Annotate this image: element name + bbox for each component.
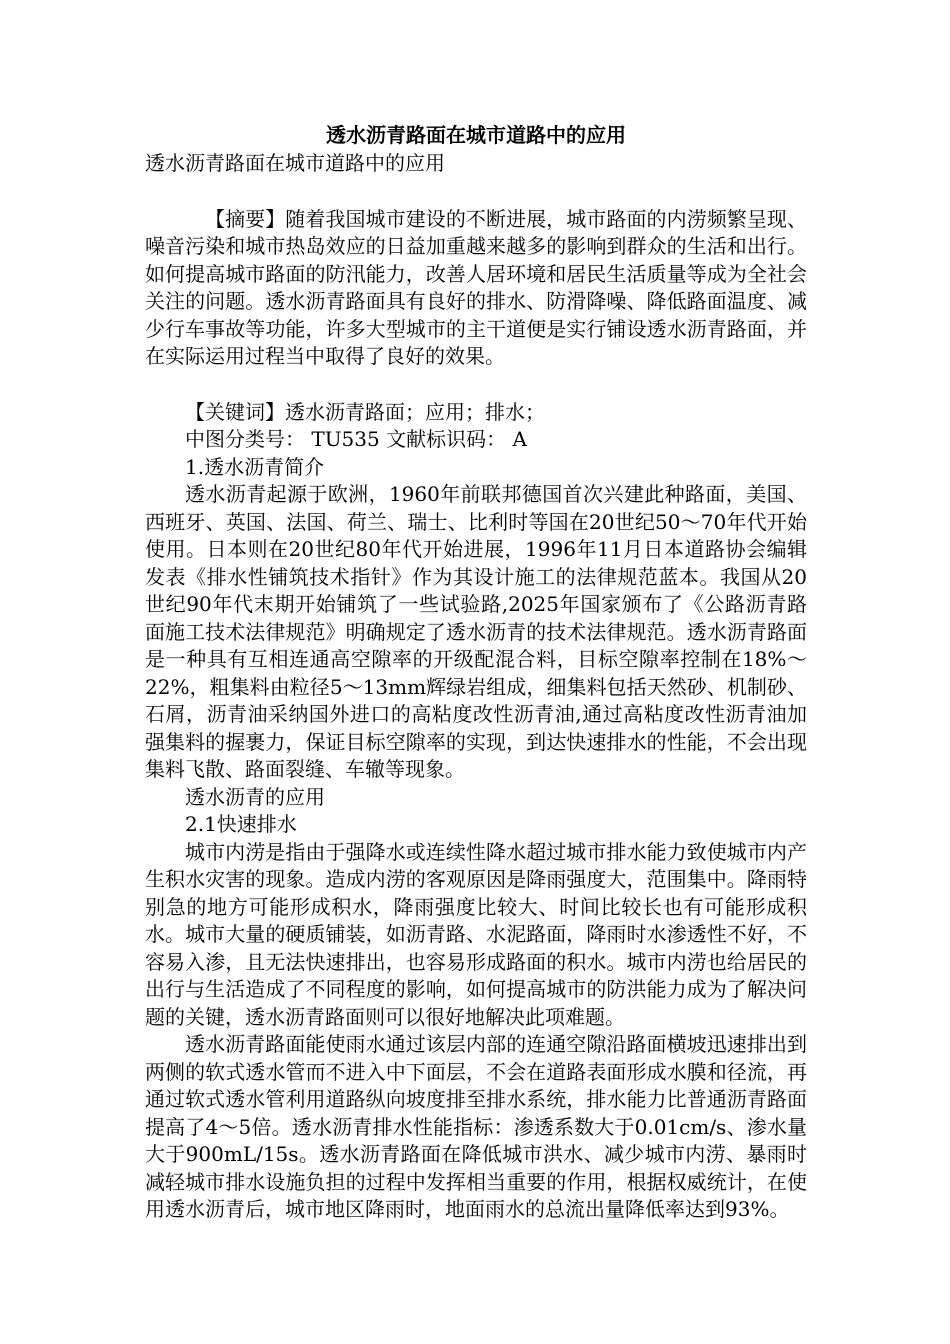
document-subtitle: 透水沥青路面在城市道路中的应用 [145,151,445,175]
abstract-paragraph: 【摘要】随着我国城市建设的不断进展，城市路面的内涝频繁呈现、噪音污染和城市热岛效应的日益加重越来越多的影响到群众的生活和出行。如何提高城市路面的防汛能力，改善人居环境和居民生活质量等成为全社会关注的问题。透水沥青路面具有良好的排水、防滑降噪、降低路面温度、减少行车事故等功能，许多大型城市的主干道便是实行铺设透水沥青路面，并在实际运用过程当中取得了良好的效果。 [145,206,807,368]
section-2-1-heading: 2.1快速排水 [185,812,297,836]
document-title: 透水沥青路面在城市道路中的应用 [326,123,626,147]
section-1-body: 透水沥青起源于欧洲，1960年前联邦德国首次兴建此种路面，美国、西班牙、英国、法国、荷兰、瑞士、比利时等国在20世纪50～70年代开始使用。日本则在20世纪80年代开始进展，1996年11月日本道路协会编辑发表《排水性铺筑技术指针》作为其设计施工的法律规范蓝本。我国从20世纪90年代末期开始铺筑了一些试验路,2025年国家颁布了《公路沥青路面施工技术法律规范》明确规定了透水沥青的技术法律规范。透水沥青路面是一种具有互相连通高空隙率的开级配混合料，目标空隙率控制在18%～22%，粗集料由粒径5～13mm辉绿岩组成，细集料包括天然砂、机制砂、石屑，沥青油采纳国外进口的高粘度改性沥青油,通过高粘度改性沥青油加强集料的握裹力，保证目标空隙率的实现，到达快速排水的性能，不会出现集料飞散、路面裂缝、车辙等现象。 [145,482,807,781]
keywords-line: 【关键词】透水沥青路面；应用；排水； [185,399,545,424]
document-page [145,120,807,1224]
section-2-1-paragraph-2: 透水沥青路面能使雨水通过该层内部的连通空隙沿路面横坡迅速排出到两侧的软式透水管而不进入中下面层，不会在道路表面形成水膜和径流，再通过软式透水管利用道路纵向坡度排至排水系统，排水能力比普通沥青路面提高了4～5倍。透水沥青排水性能指标：渗透系数大于0.01cm/s、渗水量大于900mL/15s。透水沥青路面在降低城市洪水、减少城市内涝、暴雨时减轻城市排水设施负担的过程中发挥相当重要的作用，根据权威统计，在使用透水沥青后，城市地区降雨时，地面雨水的总流出量降低率达到93%。 [145,1032,807,1221]
section-2-1-paragraph-1: 城市内涝是指由于强降水或连续性降水超过城市排水能力致使城市内产生积水灾害的现象。造成内涝的客观原因是降雨强度大，范围集中。降雨特别急的地方可能形成积水，降雨强度比较大、时间比较长也有可能形成积水。城市大量的硬质铺装，如沥青路、水泥路面，降雨时水渗透性不好，不容易入渗，且无法快速排出，也容易形成路面的积水。城市内涝也给居民的出行与生活造成了不同程度的影响，如何提高城市的防洪能力成为了解决问题的关键，透水沥青路面则可以很好地解决此项难题。 [145,839,807,1029]
section-1-heading: 1.透水沥青简介 [185,454,325,479]
classification-line: 中图分类号： TU535 文献标识码： A [185,427,527,451]
section-2-heading: 透水沥青的应用 [185,784,325,809]
